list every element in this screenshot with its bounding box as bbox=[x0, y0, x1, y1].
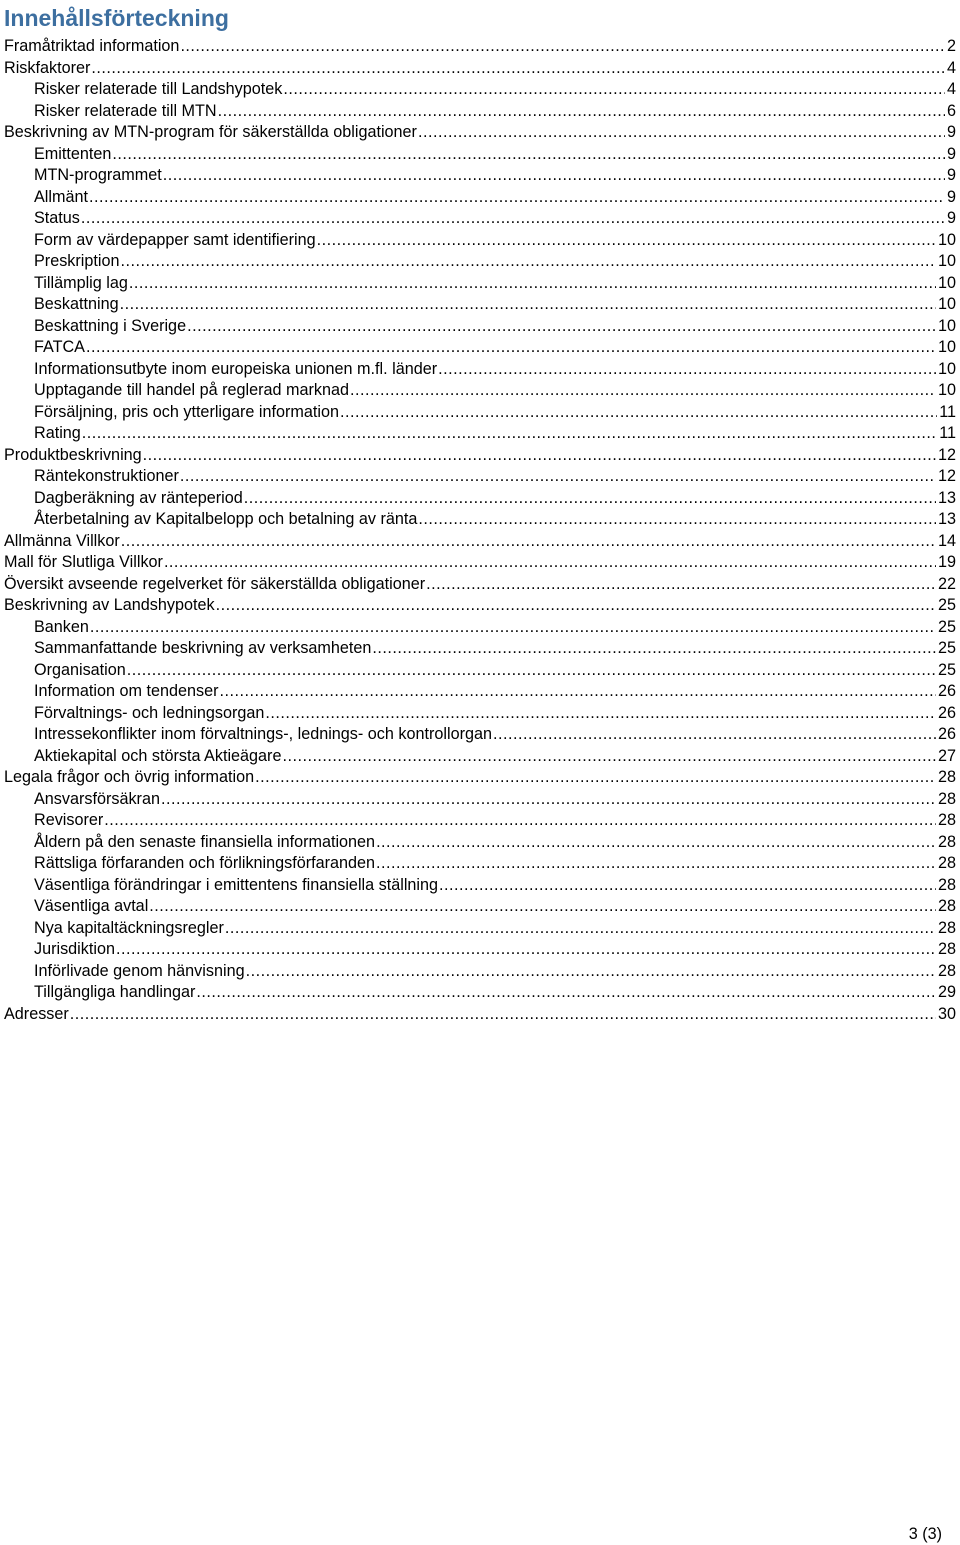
toc-dot-leader bbox=[116, 939, 936, 961]
toc-entry-page[interactable]: 10 bbox=[937, 316, 956, 335]
toc-dot-leader bbox=[372, 638, 936, 660]
toc-entry-page[interactable]: 4 bbox=[946, 58, 956, 77]
toc-entry-label[interactable]: Allmänna Villkor bbox=[4, 531, 120, 550]
toc-dot-leader bbox=[265, 703, 936, 725]
toc-entry-page[interactable]: 26 bbox=[937, 703, 956, 722]
toc-entry-page[interactable]: 26 bbox=[937, 682, 956, 700]
toc-entry-page[interactable]: 19 bbox=[937, 553, 956, 571]
toc-dot-leader bbox=[426, 574, 936, 596]
toc-entry[interactable] bbox=[4, 294, 956, 316]
toc-entry[interactable] bbox=[4, 402, 956, 424]
toc-entry-label[interactable]: FATCA bbox=[34, 338, 85, 356]
toc-entry-label[interactable]: Risker relaterade till Landshypotek bbox=[34, 80, 283, 98]
toc-dot-leader bbox=[70, 1004, 936, 1026]
toc-entry[interactable] bbox=[4, 251, 956, 273]
toc-entry-label[interactable]: Rating bbox=[34, 424, 81, 442]
toc-title: Innehållsförteckning bbox=[4, 5, 229, 31]
toc-entry[interactable] bbox=[4, 488, 956, 510]
toc-dot-leader bbox=[376, 853, 936, 875]
toc-entry-page[interactable]: 11 bbox=[939, 402, 956, 421]
toc-entry-label[interactable]: Beskattning bbox=[34, 295, 119, 313]
toc-entry[interactable] bbox=[4, 703, 956, 725]
toc-dot-leader bbox=[120, 251, 936, 273]
toc-entry-label[interactable]: Väsentliga förändringar i emittentens finansiella ställning bbox=[34, 875, 439, 894]
toc-dot-leader bbox=[127, 660, 936, 682]
toc-dot-leader bbox=[418, 509, 936, 531]
toc-entry-page[interactable]: 10 bbox=[937, 273, 956, 292]
toc-dot-leader bbox=[283, 79, 945, 101]
toc-dot-leader bbox=[112, 144, 945, 166]
toc-entry[interactable] bbox=[4, 337, 956, 359]
toc-entry[interactable] bbox=[4, 918, 956, 940]
toc-dot-leader bbox=[149, 896, 936, 918]
toc-entry-page[interactable]: 28 bbox=[937, 832, 956, 851]
toc-entry[interactable] bbox=[4, 875, 956, 897]
toc-entry[interactable] bbox=[4, 165, 956, 187]
toc-entry-label[interactable]: Återbetalning av Kapitalbelopp och betalning av ränta bbox=[34, 510, 418, 528]
toc-entry-label[interactable]: Förvaltnings- och ledningsorgan bbox=[34, 703, 265, 722]
toc-entry[interactable] bbox=[4, 961, 956, 983]
toc-entry[interactable] bbox=[4, 1004, 956, 1026]
toc-entry-label[interactable]: Tillgängliga handlingar bbox=[34, 983, 196, 1001]
toc-entry[interactable] bbox=[4, 746, 956, 768]
toc-entry-page[interactable]: 10 bbox=[937, 338, 956, 356]
toc-entry-label[interactable]: Rättsliga förfaranden och förlikningsförfaranden bbox=[34, 854, 376, 872]
toc-dot-leader bbox=[317, 230, 936, 252]
toc-entry-page[interactable]: 13 bbox=[937, 488, 956, 507]
toc-dot-leader bbox=[164, 552, 936, 574]
toc-entry-label[interactable]: Dagberäkning av ränteperiod bbox=[34, 488, 243, 507]
toc-entry-label[interactable]: Risker relaterade till MTN bbox=[34, 101, 217, 120]
toc-entry[interactable] bbox=[4, 273, 956, 295]
toc-dot-leader bbox=[86, 337, 936, 359]
page-number: 3 (3) bbox=[908, 1525, 942, 1543]
toc-entry-label[interactable]: Intressekonflikter inom förvaltnings-, lednings- och kontrollorgan bbox=[34, 725, 492, 743]
toc-entry[interactable] bbox=[4, 187, 956, 209]
toc-entry-page[interactable]: 25 bbox=[937, 596, 956, 614]
toc-entry[interactable] bbox=[4, 466, 956, 488]
toc-entry-label[interactable]: Sammanfattande beskrivning av verksamheten bbox=[34, 639, 372, 657]
toc-dot-leader bbox=[418, 122, 945, 144]
toc-entry-page[interactable]: 28 bbox=[937, 789, 956, 808]
toc-dot-leader bbox=[218, 101, 945, 123]
toc-dot-leader bbox=[161, 789, 936, 811]
toc-entry[interactable] bbox=[4, 724, 956, 746]
toc-dot-leader bbox=[121, 531, 936, 553]
toc-entry[interactable] bbox=[4, 595, 956, 617]
toc-entry[interactable] bbox=[4, 122, 956, 144]
toc-entry-page[interactable]: 9 bbox=[946, 209, 956, 227]
toc-entry-label[interactable]: Organisation bbox=[34, 660, 126, 679]
toc-entry[interactable] bbox=[4, 767, 956, 789]
toc-entry-page[interactable]: 10 bbox=[937, 381, 956, 399]
toc-entry-page[interactable]: 4 bbox=[946, 80, 956, 98]
toc-entry[interactable] bbox=[4, 617, 956, 639]
toc-entry-page[interactable]: 29 bbox=[937, 983, 956, 1001]
toc-entry-page[interactable]: 10 bbox=[937, 230, 956, 249]
toc-list bbox=[4, 36, 956, 1025]
toc-entry[interactable] bbox=[4, 509, 956, 531]
toc-dot-leader bbox=[143, 445, 936, 467]
toc-entry[interactable] bbox=[4, 531, 956, 553]
toc-entry[interactable] bbox=[4, 208, 956, 230]
toc-entry-label[interactable]: Införlivade genom hänvisning bbox=[34, 961, 245, 980]
toc-entry-page[interactable]: 28 bbox=[937, 768, 956, 786]
toc-dot-leader bbox=[104, 810, 936, 832]
toc-dot-leader bbox=[493, 724, 936, 746]
toc-entry-label[interactable]: Beskrivning av MTN-program för säkerställda obligationer bbox=[4, 123, 417, 141]
toc-entry[interactable] bbox=[4, 810, 956, 832]
toc-entry[interactable] bbox=[4, 316, 956, 338]
toc-entry[interactable] bbox=[4, 789, 956, 811]
toc-dot-leader bbox=[219, 681, 936, 703]
toc-entry[interactable] bbox=[4, 423, 956, 445]
toc-entry-page[interactable]: 25 bbox=[937, 639, 956, 657]
toc-entry[interactable] bbox=[4, 896, 956, 918]
toc-entry-label[interactable]: Nya kapitaltäckningsregler bbox=[34, 918, 224, 937]
toc-entry-label[interactable]: Riskfaktorer bbox=[4, 58, 91, 77]
toc-entry[interactable] bbox=[4, 36, 956, 58]
toc-entry-page[interactable]: 10 bbox=[937, 295, 956, 313]
toc-entry[interactable] bbox=[4, 359, 956, 381]
toc-entry-label[interactable]: Adresser bbox=[4, 1004, 69, 1023]
toc-entry[interactable] bbox=[4, 832, 956, 854]
toc-dot-leader bbox=[180, 36, 945, 58]
toc-entry-page[interactable]: 25 bbox=[937, 617, 956, 636]
toc-entry-label[interactable]: Revisorer bbox=[34, 811, 104, 829]
toc-entry[interactable] bbox=[4, 101, 956, 123]
toc-entry-label[interactable]: Aktiekapital och största Aktieägare bbox=[34, 746, 282, 765]
toc-dot-leader bbox=[196, 982, 936, 1004]
toc-dot-leader bbox=[91, 58, 945, 80]
toc-entry-page[interactable]: 9 bbox=[946, 187, 956, 206]
toc-dot-leader bbox=[255, 767, 936, 789]
toc-entry-label[interactable]: Räntekonstruktioner bbox=[34, 467, 179, 485]
toc-entry[interactable] bbox=[4, 660, 956, 682]
toc-entry[interactable] bbox=[4, 79, 956, 101]
toc-entry-page[interactable]: 25 bbox=[937, 660, 956, 679]
toc-entry-page[interactable]: 9 bbox=[946, 144, 956, 163]
toc-entry-page[interactable]: 28 bbox=[937, 940, 956, 958]
toc-dot-leader bbox=[282, 746, 936, 768]
toc-entry-label[interactable]: Emittenten bbox=[34, 144, 112, 163]
toc-dot-leader bbox=[89, 187, 945, 209]
toc-entry-label[interactable]: Legala frågor och övrig information bbox=[4, 768, 255, 786]
toc-entry[interactable] bbox=[4, 638, 956, 660]
toc-dot-leader bbox=[129, 273, 936, 295]
toc-entry-page[interactable]: 27 bbox=[937, 746, 956, 765]
toc-entry[interactable] bbox=[4, 939, 956, 961]
toc-entry-page[interactable]: 28 bbox=[937, 961, 956, 980]
toc-dot-leader bbox=[225, 918, 936, 940]
toc-entry-page[interactable]: 28 bbox=[937, 897, 956, 915]
toc-entry-label[interactable]: Jurisdiktion bbox=[34, 940, 115, 958]
toc-dot-leader bbox=[246, 961, 936, 983]
toc-entry-page[interactable]: 12 bbox=[937, 445, 956, 464]
toc-entry-label[interactable]: Informationsutbyte inom europeiska unionen m.fl. länder bbox=[34, 359, 438, 378]
toc-dot-leader bbox=[82, 423, 937, 445]
toc-entry[interactable] bbox=[4, 144, 956, 166]
toc-dot-leader bbox=[350, 380, 936, 402]
toc-entry-page[interactable]: 10 bbox=[937, 252, 956, 270]
toc-entry-label[interactable]: Beskattning i Sverige bbox=[34, 316, 187, 335]
toc-dot-leader bbox=[216, 595, 936, 617]
toc-dot-leader bbox=[90, 617, 936, 639]
toc-entry[interactable] bbox=[4, 853, 956, 875]
toc-entry-page[interactable]: 22 bbox=[937, 574, 956, 593]
toc-entry-label[interactable]: Form av värdepapper samt identifiering bbox=[34, 230, 316, 249]
toc-entry-label[interactable]: Banken bbox=[34, 617, 89, 636]
toc-entry-label[interactable]: Upptagande till handel på reglerad marknad bbox=[34, 381, 349, 399]
toc-entry-page[interactable]: 11 bbox=[939, 424, 956, 442]
toc-entry-page[interactable]: 28 bbox=[937, 875, 956, 894]
toc-entry-page[interactable]: 14 bbox=[937, 531, 956, 550]
toc-entry-page[interactable]: 10 bbox=[937, 359, 956, 378]
toc-dot-leader bbox=[187, 316, 936, 338]
toc-entry-label[interactable]: Beskrivning av Landshypotek bbox=[4, 596, 215, 614]
toc-entry[interactable] bbox=[4, 552, 956, 574]
toc-entry[interactable] bbox=[4, 982, 956, 1004]
toc-entry-label[interactable]: Översikt avseende regelverket för säkerställda obligationer bbox=[4, 574, 426, 593]
toc-entry-label[interactable]: Produktbeskrivning bbox=[4, 445, 142, 464]
toc-entry-page[interactable]: 28 bbox=[937, 918, 956, 937]
toc-entry-label[interactable]: Information om tendenser bbox=[34, 682, 219, 700]
toc-entry-label[interactable]: Tillämplig lag bbox=[34, 273, 128, 292]
toc-entry-page[interactable]: 28 bbox=[937, 811, 956, 829]
toc-entry[interactable] bbox=[4, 681, 956, 703]
toc-entry-label[interactable]: Väsentliga avtal bbox=[34, 897, 149, 915]
toc-entry-label[interactable]: Status bbox=[34, 209, 80, 227]
toc-entry-label[interactable]: Ansvarsförsäkran bbox=[34, 789, 160, 808]
toc-entry-page[interactable]: 6 bbox=[946, 101, 956, 120]
toc-entry-page[interactable]: 2 bbox=[946, 37, 956, 55]
toc-dot-leader bbox=[163, 165, 945, 187]
toc-dot-leader bbox=[438, 359, 936, 381]
toc-entry-label[interactable]: Preskription bbox=[34, 252, 120, 270]
toc-entry-label[interactable]: Allmänt bbox=[34, 187, 88, 206]
toc-dot-leader bbox=[120, 294, 936, 316]
toc-dot-leader bbox=[439, 875, 936, 897]
toc-dot-leader bbox=[81, 208, 945, 230]
toc-entry[interactable] bbox=[4, 574, 956, 596]
toc-entry-page[interactable]: 9 bbox=[946, 166, 956, 184]
toc-entry-page[interactable]: 12 bbox=[937, 467, 956, 485]
toc-dot-leader bbox=[180, 466, 936, 488]
toc-entry-page[interactable]: 28 bbox=[937, 854, 956, 872]
toc-entry[interactable] bbox=[4, 58, 956, 80]
toc-entry-page[interactable]: 13 bbox=[937, 510, 956, 528]
toc-dot-leader bbox=[376, 832, 936, 854]
toc-dot-leader bbox=[244, 488, 936, 510]
toc-entry-page[interactable]: 26 bbox=[937, 725, 956, 743]
toc-entry[interactable] bbox=[4, 380, 956, 402]
toc-entry-label[interactable]: Försäljning, pris och ytterligare information bbox=[34, 402, 339, 421]
toc-entry[interactable] bbox=[4, 230, 956, 252]
toc-entry[interactable] bbox=[4, 445, 956, 467]
toc-entry-label[interactable]: Framåtriktad information bbox=[4, 37, 180, 55]
toc-dot-leader bbox=[340, 402, 937, 424]
toc-entry-label[interactable]: Mall för Slutliga Villkor bbox=[4, 553, 163, 571]
toc-entry-label[interactable]: Åldern på den senaste finansiella informationen bbox=[34, 832, 376, 851]
toc-entry-page[interactable]: 30 bbox=[937, 1004, 956, 1023]
toc-entry-page[interactable]: 9 bbox=[946, 123, 956, 141]
toc-entry-label[interactable]: MTN-programmet bbox=[34, 166, 162, 184]
